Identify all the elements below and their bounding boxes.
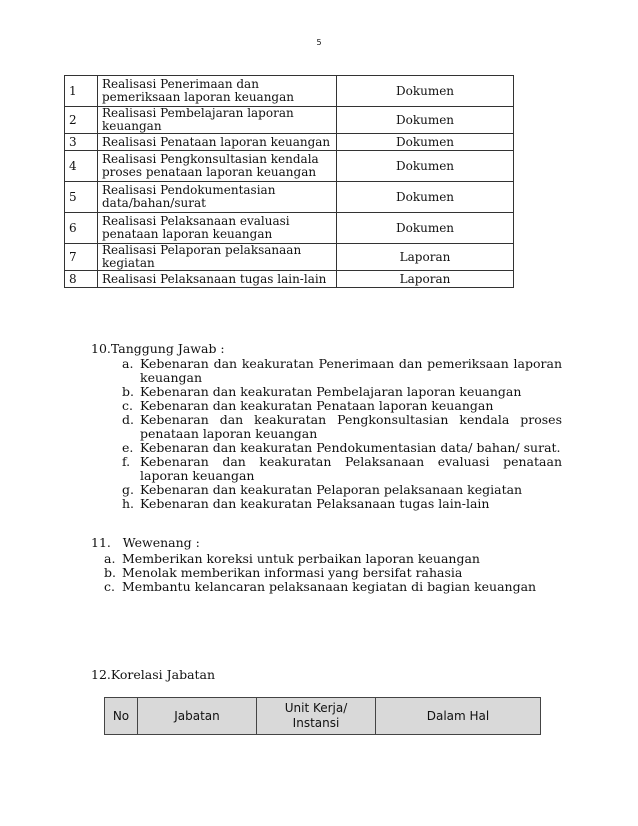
list-text: Kebenaran dan keakuratan Penerimaan dan pemeriksaan laporan keuangan bbox=[140, 356, 562, 385]
table-row bbox=[65, 151, 514, 182]
table-row bbox=[65, 213, 514, 244]
table-row bbox=[65, 182, 514, 213]
cell-no: 7 bbox=[65, 244, 98, 271]
table-row bbox=[65, 76, 514, 107]
cell-desc: Realisasi Pelaksanaan evaluasi penataan laporan keuangan bbox=[98, 213, 337, 244]
list-marker: f. bbox=[122, 454, 131, 469]
list-text: Kebenaran dan keakuratan Pendokumentasian data/ bahan/ surat. bbox=[140, 440, 561, 455]
section-10-list bbox=[122, 357, 562, 511]
list-marker: c. bbox=[104, 579, 115, 594]
cell-desc: Realisasi Penerimaan dan pemeriksaan laporan keuangan bbox=[98, 76, 337, 107]
list-item bbox=[122, 497, 562, 511]
list-text: Kebenaran dan keakuratan Penataan laporan keuangan bbox=[140, 398, 494, 413]
korelasi-header-row bbox=[105, 698, 541, 735]
cell-desc: Realisasi Pengkonsultasian kendala proses penataan laporan keuangan bbox=[98, 151, 337, 182]
cell-no: 2 bbox=[65, 107, 98, 134]
section-12-title: 12.Korelasi Jabatan bbox=[91, 667, 216, 682]
cell-no: 1 bbox=[65, 76, 98, 107]
list-text: Memberikan koreksi untuk perbaikan laporan keuangan bbox=[122, 551, 480, 566]
list-marker: b. bbox=[122, 384, 134, 399]
cell-out: Dokumen bbox=[337, 76, 514, 107]
table-row bbox=[65, 271, 514, 288]
cell-out: Laporan bbox=[337, 271, 514, 288]
results-table bbox=[64, 75, 514, 288]
list-item bbox=[104, 566, 564, 580]
header-dalam-hal: Dalam Hal bbox=[376, 698, 541, 735]
list-text: Kebenaran dan keakuratan Pengkonsultasian kendala proses penataan laporan keuangan bbox=[140, 412, 562, 441]
cell-desc: Realisasi Pendokumentasian data/bahan/surat bbox=[98, 182, 337, 213]
cell-no: 6 bbox=[65, 213, 98, 244]
cell-no: 4 bbox=[65, 151, 98, 182]
table-row bbox=[65, 134, 514, 151]
list-item bbox=[122, 483, 562, 497]
list-marker: a. bbox=[122, 356, 134, 371]
cell-no: 5 bbox=[65, 182, 98, 213]
cell-no: 8 bbox=[65, 271, 98, 288]
section-10-title: 10.Tanggung Jawab : bbox=[91, 341, 225, 356]
page-number: 5 bbox=[316, 38, 322, 47]
list-item bbox=[104, 552, 564, 566]
list-item bbox=[122, 413, 562, 441]
korelasi-table bbox=[104, 697, 541, 735]
list-item bbox=[122, 385, 562, 399]
cell-out: Dokumen bbox=[337, 134, 514, 151]
list-text: Kebenaran dan keakuratan Pembelajaran laporan keuangan bbox=[140, 384, 522, 399]
list-marker: b. bbox=[104, 565, 116, 580]
header-unit-kerja: Unit Kerja/ Instansi bbox=[257, 698, 376, 735]
table-row bbox=[65, 107, 514, 134]
list-item bbox=[122, 357, 562, 385]
header-jabatan: Jabatan bbox=[138, 698, 257, 735]
section-11-list bbox=[104, 552, 564, 594]
cell-no: 3 bbox=[65, 134, 98, 151]
list-marker: g. bbox=[122, 482, 134, 497]
list-marker: d. bbox=[122, 412, 134, 427]
list-item bbox=[122, 455, 562, 483]
cell-out: Dokumen bbox=[337, 182, 514, 213]
cell-out: Dokumen bbox=[337, 107, 514, 134]
cell-out: Laporan bbox=[337, 244, 514, 271]
list-text: Kebenaran dan keakuratan Pelaporan pelaksanaan kegiatan bbox=[140, 482, 523, 497]
list-item bbox=[122, 399, 562, 413]
list-marker: a. bbox=[104, 551, 116, 566]
list-item bbox=[122, 441, 562, 455]
list-text: Kebenaran dan keakuratan Pelaksanaan tugas lain-lain bbox=[140, 496, 490, 511]
list-marker: e. bbox=[122, 440, 134, 455]
cell-out: Dokumen bbox=[337, 151, 514, 182]
cell-out: Dokumen bbox=[337, 213, 514, 244]
list-text: Menolak memberikan informasi yang bersifat rahasia bbox=[122, 565, 463, 580]
list-marker: c. bbox=[122, 398, 133, 413]
cell-desc: Realisasi Pembelajaran laporan keuangan bbox=[98, 107, 337, 134]
table-row bbox=[65, 244, 514, 271]
cell-desc: Realisasi Pelaksanaan tugas lain-lain bbox=[98, 271, 337, 288]
list-item bbox=[104, 580, 564, 594]
section-11-title: 11. Wewenang : bbox=[91, 535, 200, 550]
list-text: Kebenaran dan keakuratan Pelaksanaan evaluasi penataan laporan keuangan bbox=[140, 454, 562, 483]
header-no: No bbox=[105, 698, 138, 735]
list-text: Membantu kelancaran pelaksanaan kegiatan di bagian keuangan bbox=[122, 579, 537, 594]
cell-desc: Realisasi Pelaporan pelaksanaan kegiatan bbox=[98, 244, 337, 271]
cell-desc: Realisasi Penataan laporan keuangan bbox=[98, 134, 337, 151]
list-marker: h. bbox=[122, 496, 135, 511]
